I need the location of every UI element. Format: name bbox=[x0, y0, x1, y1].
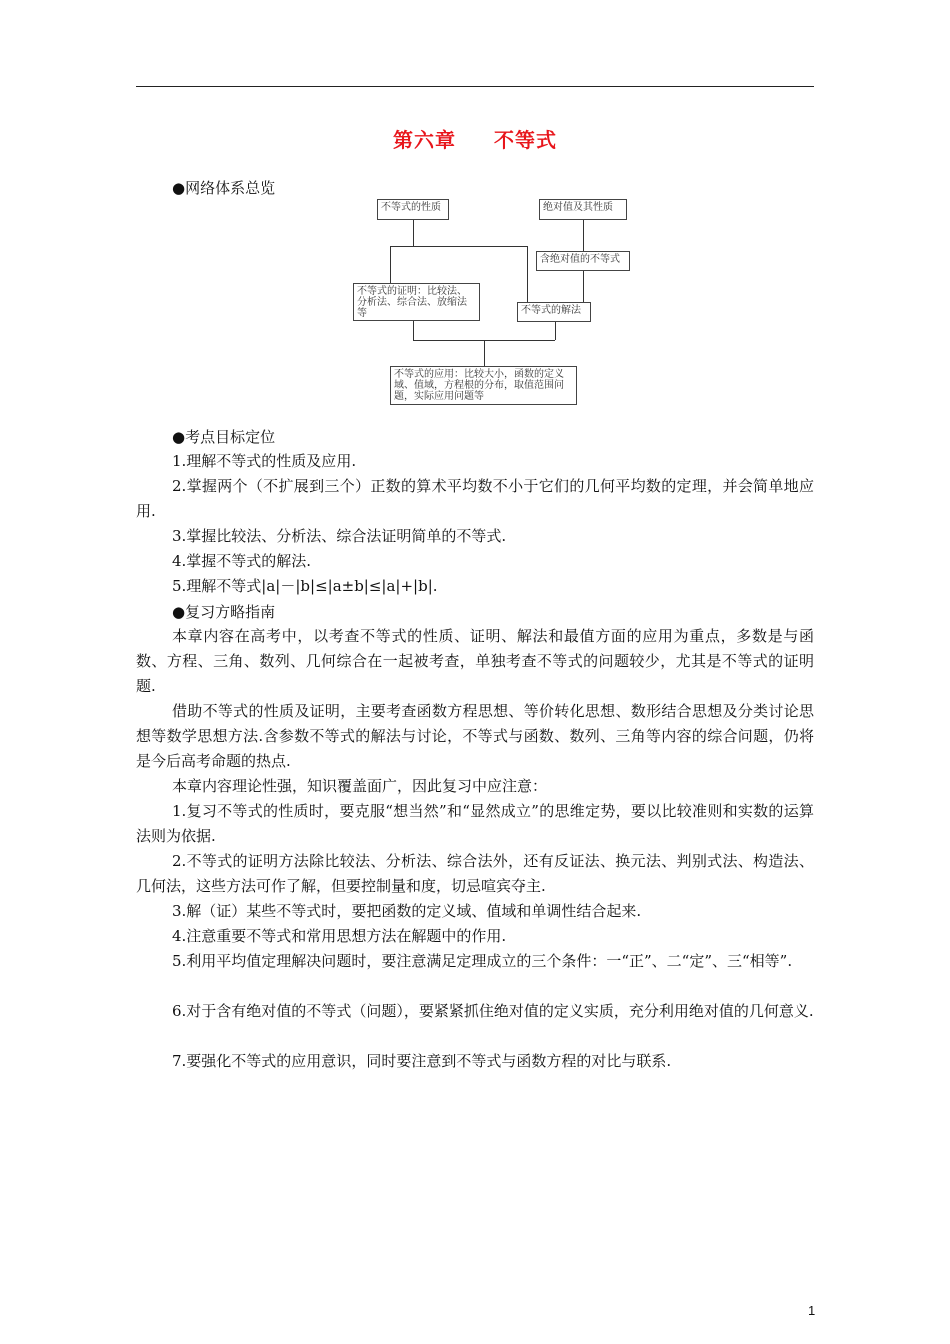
guide-paragraph-3: 本章内容理论性强，知识覆盖面广，因此复习中应注意： bbox=[172, 777, 548, 795]
header-rule bbox=[136, 86, 814, 87]
guide-item-7: 7.要强化不等式的应用意识，同时要注意到不等式与函数方程的对比与联系. bbox=[172, 1052, 672, 1070]
section-heading-guide: ●复习方略指南 bbox=[172, 603, 276, 621]
guide-item-4: 4.注意重要不等式和常用思想方法在解题中的作用. bbox=[172, 927, 507, 945]
diagram-box-proof: 不等式的证明：比较法、分析法、综合法、放缩法等 bbox=[353, 283, 480, 321]
guide-paragraph-1: 本章内容在高考中，以考查不等式的性质、证明、解法和最值方面的应用为重点，多数是与函数、方程、三角、数列、几何综合在一起被考查，单独考查不等式的问题较少，尤其是不等式的证明题. bbox=[136, 627, 814, 695]
connector-line bbox=[390, 246, 391, 283]
guide-item-3: 3.解（证）某些不等式时，要把函数的定义域、值域和单调性结合起来. bbox=[172, 902, 642, 920]
connector-line bbox=[413, 321, 414, 340]
chapter-title bbox=[0, 124, 950, 153]
diagram-box-abs-inequality: 含绝对值的不等式 bbox=[536, 251, 630, 271]
chapter-name: 不等式 bbox=[493, 128, 557, 152]
diagram-box-abs-properties: 绝对值及其性质 bbox=[539, 199, 627, 220]
guide-item-2: 2.不等式的证明方法除比较法、分析法、综合法外，还有反证法、换元法、判别式法、构造法、几何法，这些方法可作了解，但要控制量和度，切忌喧宾夺主. bbox=[136, 852, 814, 895]
target-item-1: 1.理解不等式的性质及应用. bbox=[172, 452, 357, 470]
chapter-number: 第六章 bbox=[393, 128, 457, 152]
page-number: 1 bbox=[808, 1303, 816, 1318]
connector-line bbox=[527, 246, 528, 302]
connector-line bbox=[583, 220, 584, 251]
guide-item-1: 1.复习不等式的性质时，要克服“想当然”和“显然成立”的思维定势，要以比较准则和实数的运算法则为依据. bbox=[136, 802, 814, 845]
connector-line bbox=[555, 322, 556, 340]
diagram-box-properties: 不等式的性质 bbox=[377, 199, 449, 220]
guide-item-5: 5.利用平均值定理解决问题时，要注意满足定理成立的三个条件：一“正”、二“定”、三“相等”. bbox=[172, 952, 793, 970]
guide-paragraph-2: 借助不等式的性质及证明，主要考查函数方程思想、等价转化思想、数形结合思想及分类讨论思想等数学思想方法.含参数不等式的解法与讨论，不等式与函数、数列、三角等内容的综合问题，仍将是今后高考命题的热点. bbox=[136, 702, 814, 770]
section-heading-targets: ●考点目标定位 bbox=[172, 428, 276, 446]
target-item-5: 5.理解不等式|a|－|b|≤|a±b|≤|a|+|b|. bbox=[172, 577, 438, 595]
target-item-4: 4.掌握不等式的解法. bbox=[172, 552, 312, 570]
connector-line bbox=[484, 340, 485, 366]
target-item-3: 3.掌握比较法、分析法、综合法证明简单的不等式. bbox=[172, 527, 507, 545]
connector-line bbox=[413, 220, 414, 246]
target-item-2: 2.掌握两个（不扩展到三个）正数的算术平均数不小于它们的几何平均数的定理，并会简单地应用. bbox=[136, 477, 814, 520]
section-heading-network: ●网络体系总览 bbox=[172, 179, 276, 197]
guide-item-6: 6.对于含有绝对值的不等式（问题），要紧紧抓住绝对值的定义实质，充分利用绝对值的几何意义. bbox=[172, 1002, 814, 1020]
diagram-box-solving: 不等式的解法 bbox=[517, 302, 591, 322]
diagram-box-application: 不等式的应用：比较大小，函数的定义域、值域，方程根的分布，取值范围问题，实际应用问题等 bbox=[390, 366, 577, 405]
connector-line bbox=[390, 246, 528, 247]
connector-line bbox=[583, 271, 584, 302]
